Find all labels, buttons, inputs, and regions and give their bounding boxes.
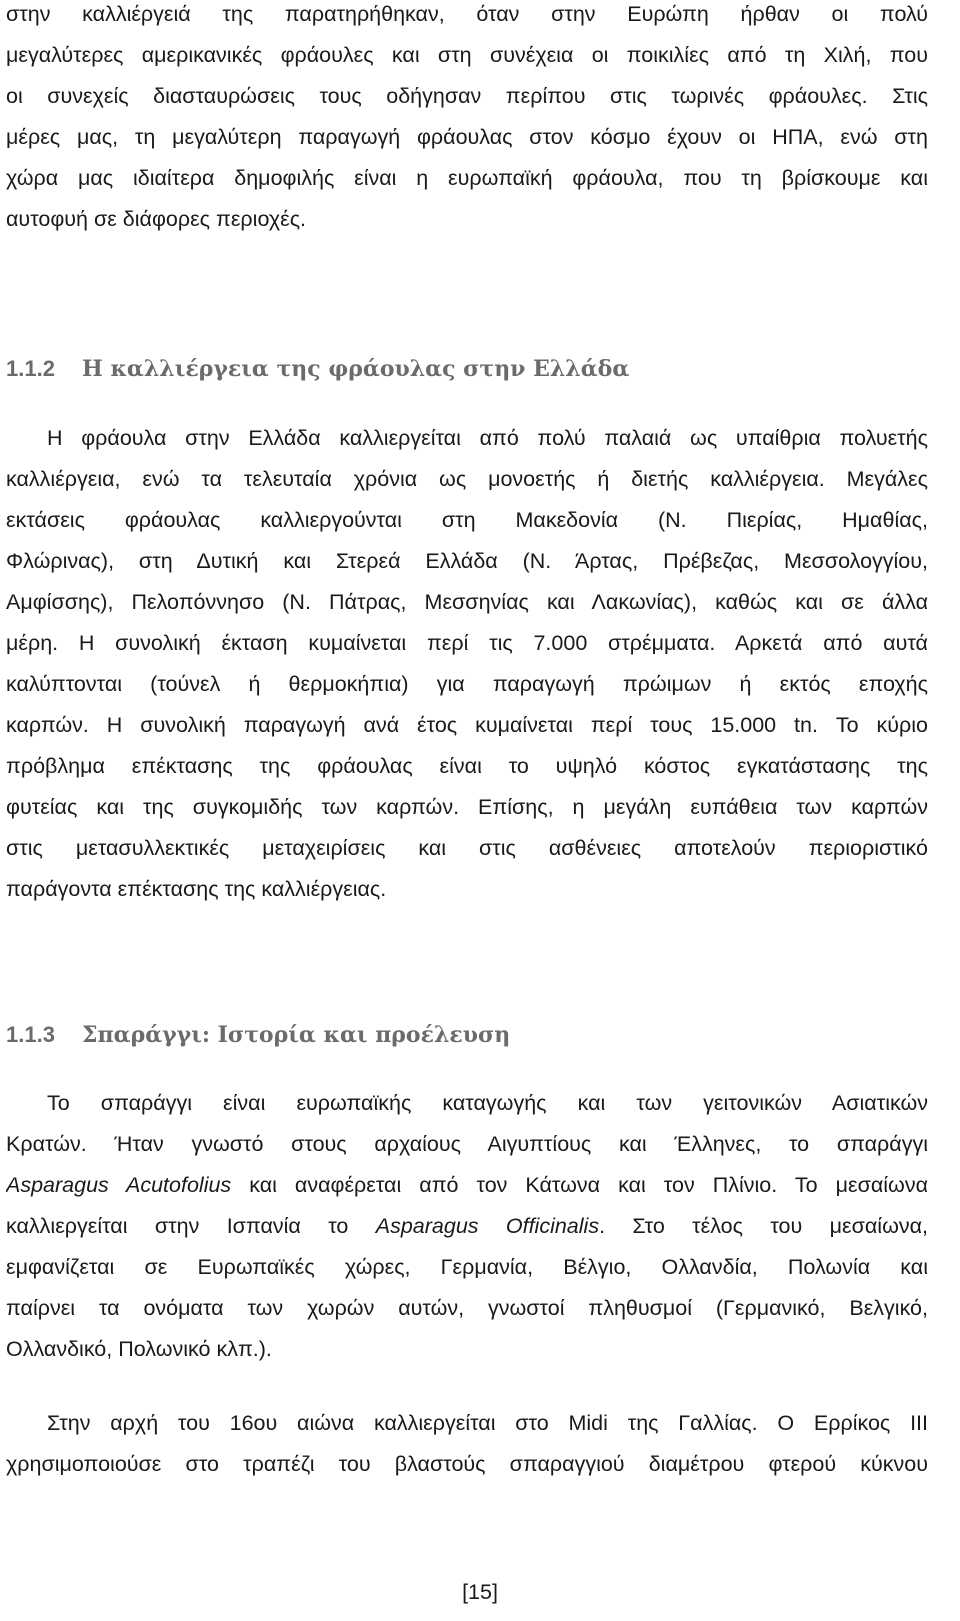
text-line: Η φράουλα στην Ελλάδα καλλιεργείται από πολύ παλαιά ως υπαίθρια πολυετής: [47, 426, 928, 450]
text-line: χώρα μας ιδιαίτερα δημοφιλής είναι η ευρωπαϊκή φράουλα, που τη βρίσκουμε και: [6, 166, 928, 190]
text-line: φυτείας και της συγκομιδής των καρπών. Επίσης, η μεγάλη ευπάθεια των καρπών: [6, 795, 928, 819]
text-line: Ολλανδικό, Πολωνικό κλπ.).: [6, 1337, 272, 1361]
text-line: καρπών. Η συνολική παραγωγή ανά έτος κυμαίνεται περί τους 15.000 tn. Το κύριο: [6, 713, 928, 737]
text-span: . Στο τέλος του μεσαίωνα,: [599, 1214, 928, 1238]
section-title: Η καλλιέργεια της φράουλας στην Ελλάδα: [82, 356, 630, 382]
text-line: Στην αρχή του 16ου αιώνα καλλιεργείται στο Midi της Γαλλίας. Ο Ερρίκος ΙΙΙ: [47, 1411, 928, 1435]
text-line: πρόβλημα επέκτασης της φράουλας είναι το υψηλό κόστος εγκατάστασης της: [6, 754, 928, 778]
page-number: [15]: [462, 1580, 498, 1604]
text-line: οι συνεχείς διασταυρώσεις τους οδήγησαν περίπου στις τωρινές φράουλες. Στις: [6, 84, 928, 108]
section-number: 1.1.3: [6, 1022, 55, 1047]
section-title: Σπαράγγι: Ιστορία και προέλευση: [82, 1022, 511, 1048]
section-heading-1-1-2: [6, 354, 629, 384]
text-line: παράγοντα επέκτασης της καλλιέργειας.: [6, 877, 387, 901]
text-line: αυτοφυή σε διάφορες περιοχές.: [6, 207, 307, 231]
text-line: καλλιέργεια, ενώ τα τελευταία χρόνια ως μονοετής ή διετής καλλιέργεια. Μεγάλες: [6, 467, 928, 491]
text-line: Αμφίσσης), Πελοπόννησο (Ν. Πάτρας, Μεσσηνίας και Λακωνίας), καθώς και σε άλλα: [6, 590, 928, 614]
text-line: εμφανίζεται σε Ευρωπαϊκές χώρες, Γερμανία, Βέλγιο, Ολλανδία, Πολωνία και: [6, 1255, 928, 1279]
text-line: εκτάσεις φράουλας καλλιεργούνται στη Μακεδονία (Ν. Πιερίας, Ημαθίας,: [6, 508, 928, 532]
text-line: μέρες μας, τη μεγαλύτερη παραγωγή φράουλας στον κόσμο έχουν οι ΗΠΑ, ενώ στη: [6, 125, 928, 149]
text-line: [6, 1171, 928, 1199]
text-span: καλλιεργείται στην Ισπανία το: [6, 1214, 376, 1238]
text-line: Το σπαράγγι είναι ευρωπαϊκής καταγωγής και των γειτονικών Ασιατικών: [47, 1091, 928, 1115]
text-line: Κρατών. Ήταν γνωστό στους αρχαίους Αιγυπτίους και Έλληνες, το σπαράγγι: [6, 1132, 928, 1156]
text-line: μέρη. Η συνολική έκταση κυμαίνεται περί τις 7.000 στρέμματα. Αρκετά από αυτά: [6, 631, 928, 655]
text-line: μεγαλύτερες αμερικανικές φράουλες και στη συνέχεια οι ποικιλίες από τη Χιλή, που: [6, 43, 928, 67]
text-line: στην καλλιέργειά της παρατηρήθηκαν, όταν στην Ευρώπη ήρθαν οι πολύ: [6, 2, 928, 26]
text-line: στις μετασυλλεκτικές μεταχειρίσεις και στις ασθένειες αποτελούν περιοριστικό: [6, 836, 928, 860]
text-line: χρησιμοποιούσε στο τραπέζι του βλαστούς σπαραγγιού διαμέτρου φτερού κύκνου: [6, 1452, 928, 1476]
species-name: Asparagus Officinalis: [375, 1214, 600, 1238]
section-number: 1.1.2: [6, 356, 55, 381]
section-heading-1-1-3: [6, 1020, 510, 1050]
species-name: Asparagus Acutofolius: [6, 1173, 232, 1197]
text-line: παίρνει τα ονόματα των χωρών αυτών, γνωστοί πληθυσμοί (Γερμανικό, Βελγικό,: [6, 1296, 928, 1320]
text-line: καλύπτονται (τούνελ ή θερμοκήπια) για παραγωγή πρώιμων ή εκτός εποχής: [6, 672, 928, 696]
text-line: Φλώρινας), στη Δυτική και Στερεά Ελλάδα (Ν. Άρτας, Πρέβεζας, Μεσσολογγίου,: [6, 549, 928, 573]
text-span: και αναφέρεται από τον Κάτωνα και τον Πλίνιο. Το μεσαίωνα: [231, 1173, 928, 1197]
text-line: [6, 1212, 928, 1240]
